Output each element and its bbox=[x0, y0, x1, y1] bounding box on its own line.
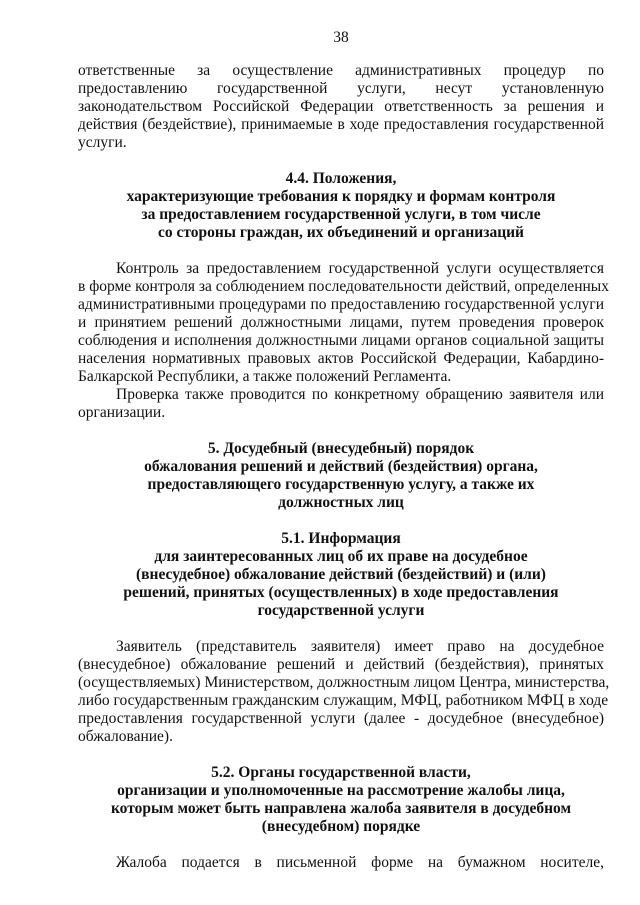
section-heading: организации и уполномоченные на рассмотрение жалобы лица, bbox=[117, 782, 565, 799]
section-heading: (внесудебное) обжалование действий (бездействий) и (или) bbox=[136, 566, 546, 583]
section-heading: 5.1. Информация bbox=[281, 530, 401, 547]
paragraph-line: либо государственным гражданским служащим, МФЦ, работником МФЦ в ходе bbox=[78, 692, 609, 709]
section-heading: (внесудебном) порядке bbox=[261, 818, 421, 835]
paragraph-line: Балкарской Республики, а также положений Регламента. bbox=[78, 368, 452, 385]
section-heading: государственной услуги bbox=[257, 602, 425, 619]
paragraph-line: административными процедурами по предоставлению государственной услуги bbox=[78, 296, 604, 313]
paragraph-line: и принятием решений должностными лицами, путем проведения проверок bbox=[78, 314, 604, 331]
section-heading: 5.2. Органы государственной власти, bbox=[211, 764, 471, 781]
section-heading: 5. Досудебный (внесудебный) порядок bbox=[207, 440, 475, 457]
section-heading: характеризующие требования к порядку и формам контроля bbox=[126, 188, 556, 205]
section-heading: за предоставлением государственной услуги, в том числе bbox=[141, 206, 541, 223]
paragraph-line: предоставления государственной услуги (далее - досудебное (внесудебное) bbox=[78, 710, 604, 727]
paragraph-line: Жалоба подается в письменной форме на бумажном носителе, bbox=[116, 854, 604, 871]
page-number: 38 bbox=[333, 29, 349, 46]
section-heading: решений, принятых (осуществленных) в ходе предоставления bbox=[123, 584, 559, 601]
section-heading: которым может быть направлена жалоба заявителя в досудебном bbox=[110, 800, 572, 817]
section-heading: для заинтересованных лиц об их праве на досудебное bbox=[154, 548, 528, 565]
paragraph-line: предоставлению государственной услуги, несут установленную bbox=[78, 80, 604, 97]
paragraph-line: Проверка также проводится по конкретному обращению заявителя или bbox=[116, 386, 604, 403]
paragraph-line: ответственные за осуществление административных процедур по bbox=[78, 62, 604, 79]
section-heading: обжалования решений и действий (бездействия) органа, bbox=[144, 458, 538, 475]
paragraph-line: законодательством Российской Федерации ответственность за решения и bbox=[78, 98, 604, 115]
section-heading: 4.4. Положения, bbox=[285, 170, 397, 187]
paragraph-line: в форме контроля за соблюдением последовательности действий, определенных bbox=[78, 278, 609, 295]
paragraph-line: действия (бездействие), принимаемые в ходе предоставления государственной bbox=[78, 116, 604, 133]
paragraph-line: услуги. bbox=[78, 134, 127, 151]
section-heading: должностных лиц bbox=[278, 494, 404, 511]
paragraph-line: соблюдения и исполнения должностными лицами органов социальной защиты bbox=[78, 332, 604, 349]
paragraph-line: Заявитель (представитель заявителя) имеет право на досудебное bbox=[116, 638, 604, 655]
paragraph-line: населения нормативных правовых актов Российской Федерации, Кабардино- bbox=[78, 350, 604, 367]
paragraph-line: обжалование). bbox=[78, 728, 173, 745]
paragraph-line: (внесудебное) обжалование решений и действий (бездействия), принятых bbox=[78, 656, 604, 673]
paragraph-line: Контроль за предоставлением государственной услуги осуществляется bbox=[116, 260, 604, 277]
section-heading: со стороны граждан, их объединений и организаций bbox=[158, 224, 524, 241]
section-heading: предоставляющего государственную услугу, а также их bbox=[147, 476, 535, 493]
paragraph-line: организации. bbox=[78, 404, 166, 421]
paragraph-line: (осуществляемых) Министерством, должностным лицом Центра, министерства, bbox=[78, 674, 610, 691]
